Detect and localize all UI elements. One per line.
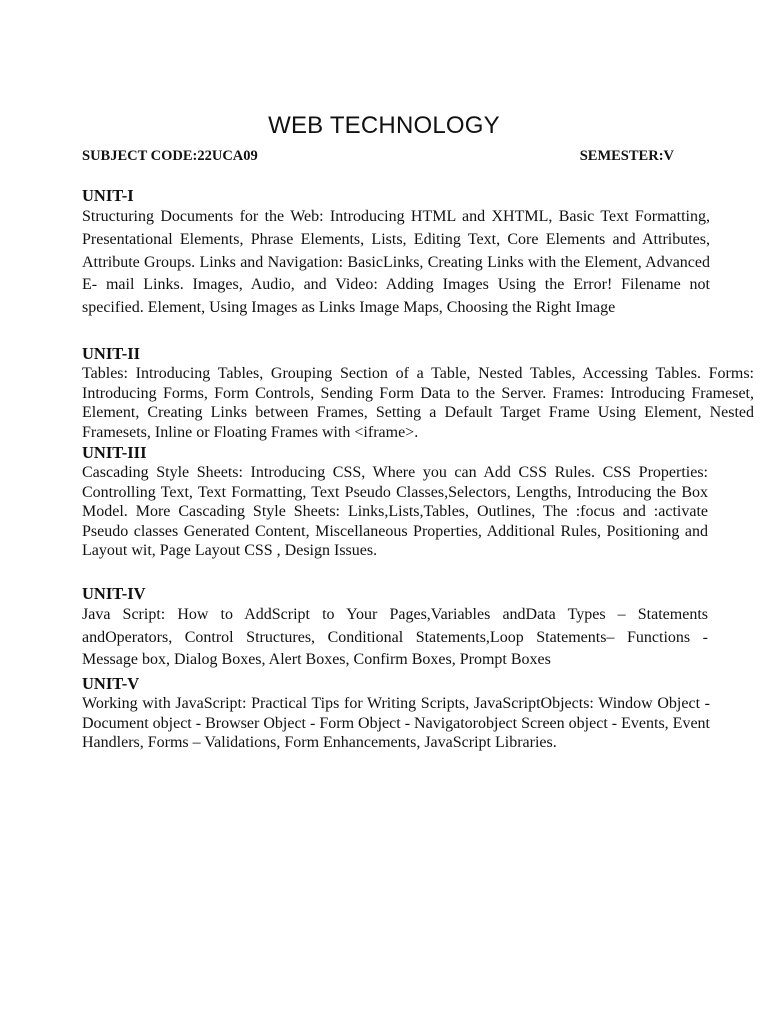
unit-heading: UNIT-II [82,344,141,363]
document-meta [82,148,674,165]
unit-body: Java Script: How to AddScript to Your Pages,Variables andData Types – Statements andOperators, Control Structures, Conditional Statements,Loop Statements– Functions - Message box, Dialog Boxes, Alert Boxes, Confirm Boxes, Prompt Boxes [82,606,708,668]
unit-section [82,443,708,561]
unit-body: Working with JavaScript: Practical Tips for Writing Scripts, JavaScriptObjects: Window Object - Document object - Browser Object - Form Object - Navigatorobject Screen object - Events, Event Handlers, Forms – Validations, Form Enhancements, JavaScript Libraries. [82,695,710,751]
semester: SEMESTER:V [579,148,674,164]
unit-heading: UNIT-I [82,186,134,205]
unit-section [82,674,710,753]
unit-section [82,186,710,320]
unit-body: Cascading Style Sheets: Introducing CSS, Where you can Add CSS Rules. CSS Properties: Controlling Text, Text Formatting, Text Pseudo Classes,Selectors, Lengths, Introducing the Box Model. More Cascading Style Sheets: Links,Lists,Tables, Outlines, The :focus and :activate Pseudo classes Generated Content, Miscellaneous Properties, Additional Rules, Positioning and Layout wit, Page Layout CSS , Design Issues. [82,464,708,559]
subject-code: SUBJECT CODE:22UCA09 [82,148,258,164]
unit-section [82,584,708,672]
unit-heading: UNIT-V [82,674,140,693]
document-title: WEB TECHNOLOGY [268,112,500,139]
unit-heading: UNIT-IV [82,584,146,603]
unit-section [82,344,754,442]
unit-heading: UNIT-III [82,443,147,462]
unit-body: Structuring Documents for the Web: Introducing HTML and XHTML, Basic Text Formatting, Presentational Elements, Phrase Elements, Lists, Editing Text, Core Elements and Attributes, Attribute Groups. Links and Navigation: BasicLinks, Creating Links with the Element, Advanced E- mail Links. Images, Audio, and Video: Adding Images Using the Error! Filename not specified. Element, Using Images as Links Image Maps, Choosing the Right Image [82,208,710,317]
unit-body: Tables: Introducing Tables, Grouping Section of a Table, Nested Tables, Accessing Tables. Forms: Introducing Forms, Form Controls, Sending Form Data to the Server. Frames: Introducing Frameset, Element, Creating Links between Frames, Setting a Default Target Frame Using Element, Nested Framesets, Inline or Floating Frames with <iframe>. [82,365,754,441]
